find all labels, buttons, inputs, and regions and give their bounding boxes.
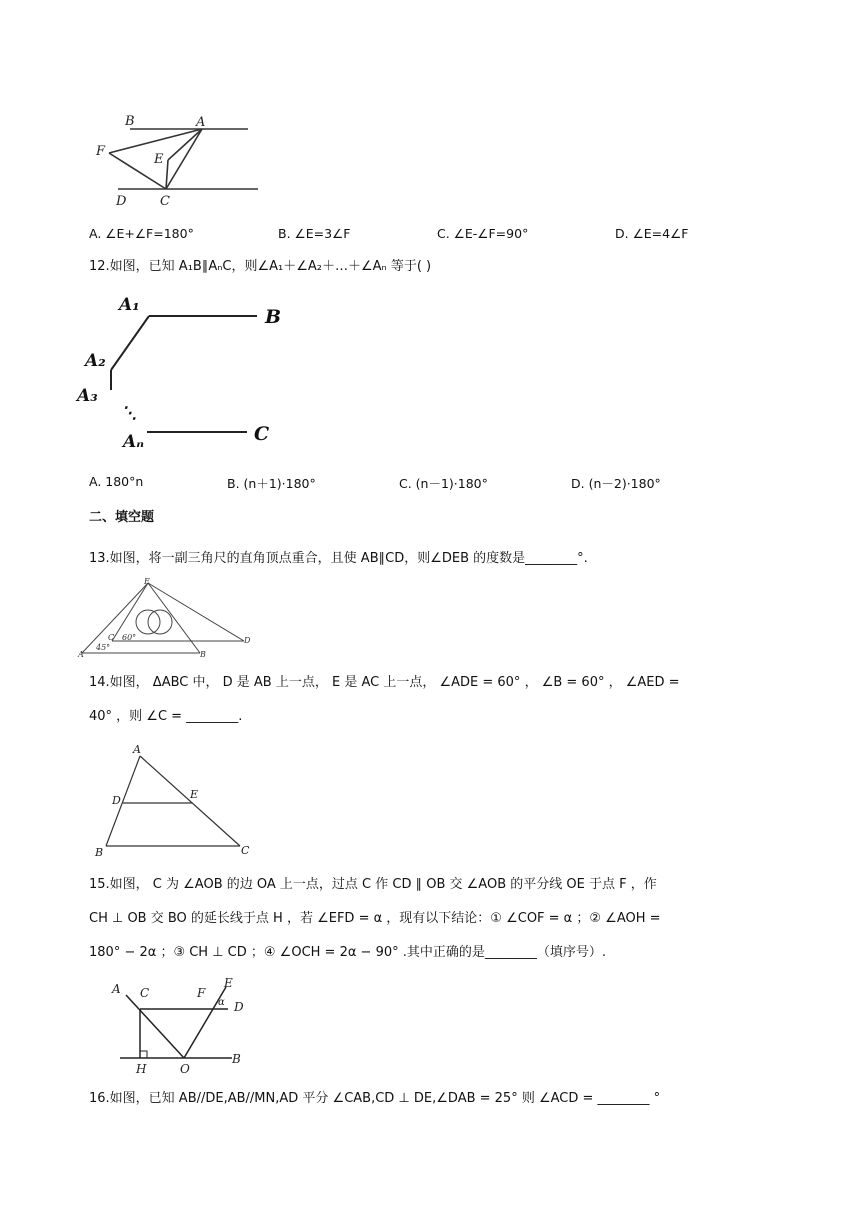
q13-stem: 13.如图，将一副三角尺的直角顶点重合，且使 AB∥CD，则∠DEB 的度数是________°. (89, 551, 588, 566)
q11-option-b[interactable]: B. ∠E=3∠F (278, 226, 351, 241)
label-a: A (196, 115, 206, 130)
label-h: H (136, 1062, 147, 1076)
label-a: A (112, 982, 121, 996)
q11-figure (90, 110, 260, 210)
label-c: C (254, 423, 270, 445)
label-e: E (190, 788, 199, 801)
q13-figure (78, 578, 253, 658)
q11-option-a[interactable]: A. ∠E+∠F=180° (89, 226, 194, 241)
label-a3: A₃ (77, 386, 98, 406)
label-a: A (133, 743, 141, 756)
segment-eb (148, 583, 200, 653)
label-c: C (241, 844, 250, 857)
label-c: C (140, 986, 150, 1000)
q11-option-d[interactable]: D. ∠E=4∠F (615, 226, 689, 241)
label-45: 45° (96, 643, 111, 652)
segment-ed (148, 583, 244, 641)
label-d: D (112, 794, 121, 807)
segment-ea (82, 583, 148, 653)
q16-stem: 16.如图，已知 AB//DE,AB//MN,AD 平分 ∠CAB,CD ⊥ DE,∠DAB = 25° 则 ∠ACD = ________ ° (89, 1091, 661, 1106)
q12-option-c[interactable]: C. (n－1)·180° (399, 476, 488, 491)
label-e: E (224, 976, 233, 990)
segment-a1a2 (111, 316, 149, 370)
q12-figure (75, 290, 305, 460)
label-e: E (144, 577, 150, 586)
label-e: E (154, 152, 164, 167)
label-b: B (200, 650, 206, 659)
q12-stem: 12.如图，已知 A₁B∥AₙC，则∠A₁＋∠A₂＋…＋∠Aₙ 等于( ) (89, 259, 432, 274)
label-d: D (244, 636, 251, 645)
q11-option-c[interactable]: C. ∠E-∠F=90° (437, 226, 529, 241)
label-c: C (108, 633, 115, 642)
q14-stem-line1: 14.如图， ΔABC 中， D 是 AB 上一点， E 是 AC 上一点， ∠ADE = 60° ， ∠B = 60° ， ∠AED = (89, 675, 680, 690)
label-60: 60° (122, 633, 137, 642)
q12-option-a[interactable]: A. 180°n (89, 474, 144, 489)
label-dots: ⋱ (121, 403, 137, 422)
label-c: C (160, 194, 170, 209)
label-b: B (232, 1052, 241, 1066)
label-b: B (265, 306, 282, 328)
q15-stem-line1: 15.如图， C 为 ∠AOB 的边 OA 上一点，过点 C 作 CD ∥ OB 交 ∠AOB 的平分线 OE 于点 F ，作 (89, 877, 657, 892)
section-title: 二、填空题 (89, 510, 155, 525)
segment-ac (166, 129, 202, 189)
right-angle-mark (140, 1051, 147, 1058)
label-o: O (180, 1062, 190, 1076)
label-a1: A₁ (119, 295, 140, 315)
side-ac (140, 756, 240, 846)
label-b: B (95, 846, 104, 859)
label-d: D (234, 1000, 244, 1014)
q12-option-d[interactable]: D. (n－2)·180° (571, 476, 661, 491)
label-f: F (96, 144, 106, 159)
label-f: F (197, 986, 206, 1000)
ray-oa (126, 995, 184, 1058)
q14-stem-line2: 40° ，则 ∠C = ________. (89, 709, 243, 724)
q12-option-b[interactable]: B. (n＋1)·180° (227, 476, 316, 491)
label-d: D (116, 194, 127, 209)
q15-figure (108, 975, 258, 1075)
label-alpha: α (218, 997, 225, 1008)
q14-figure (92, 742, 267, 862)
label-b: B (125, 114, 135, 129)
label-a: A (78, 650, 84, 659)
label-an: Aₙ (123, 432, 144, 452)
q15-stem-line3: 180° − 2α ；③ CH ⊥ CD ；④ ∠OCH = 2α − 90° .其中正确的是________（填序号）. (89, 945, 607, 960)
label-a2: A₂ (85, 351, 106, 371)
q15-stem-line2: CH ⊥ OB 交 BO 的延长线于点 H ，若 ∠EFD = α ，现有以下结论：① ∠COF = α ；② ∠AOH = (89, 911, 661, 926)
